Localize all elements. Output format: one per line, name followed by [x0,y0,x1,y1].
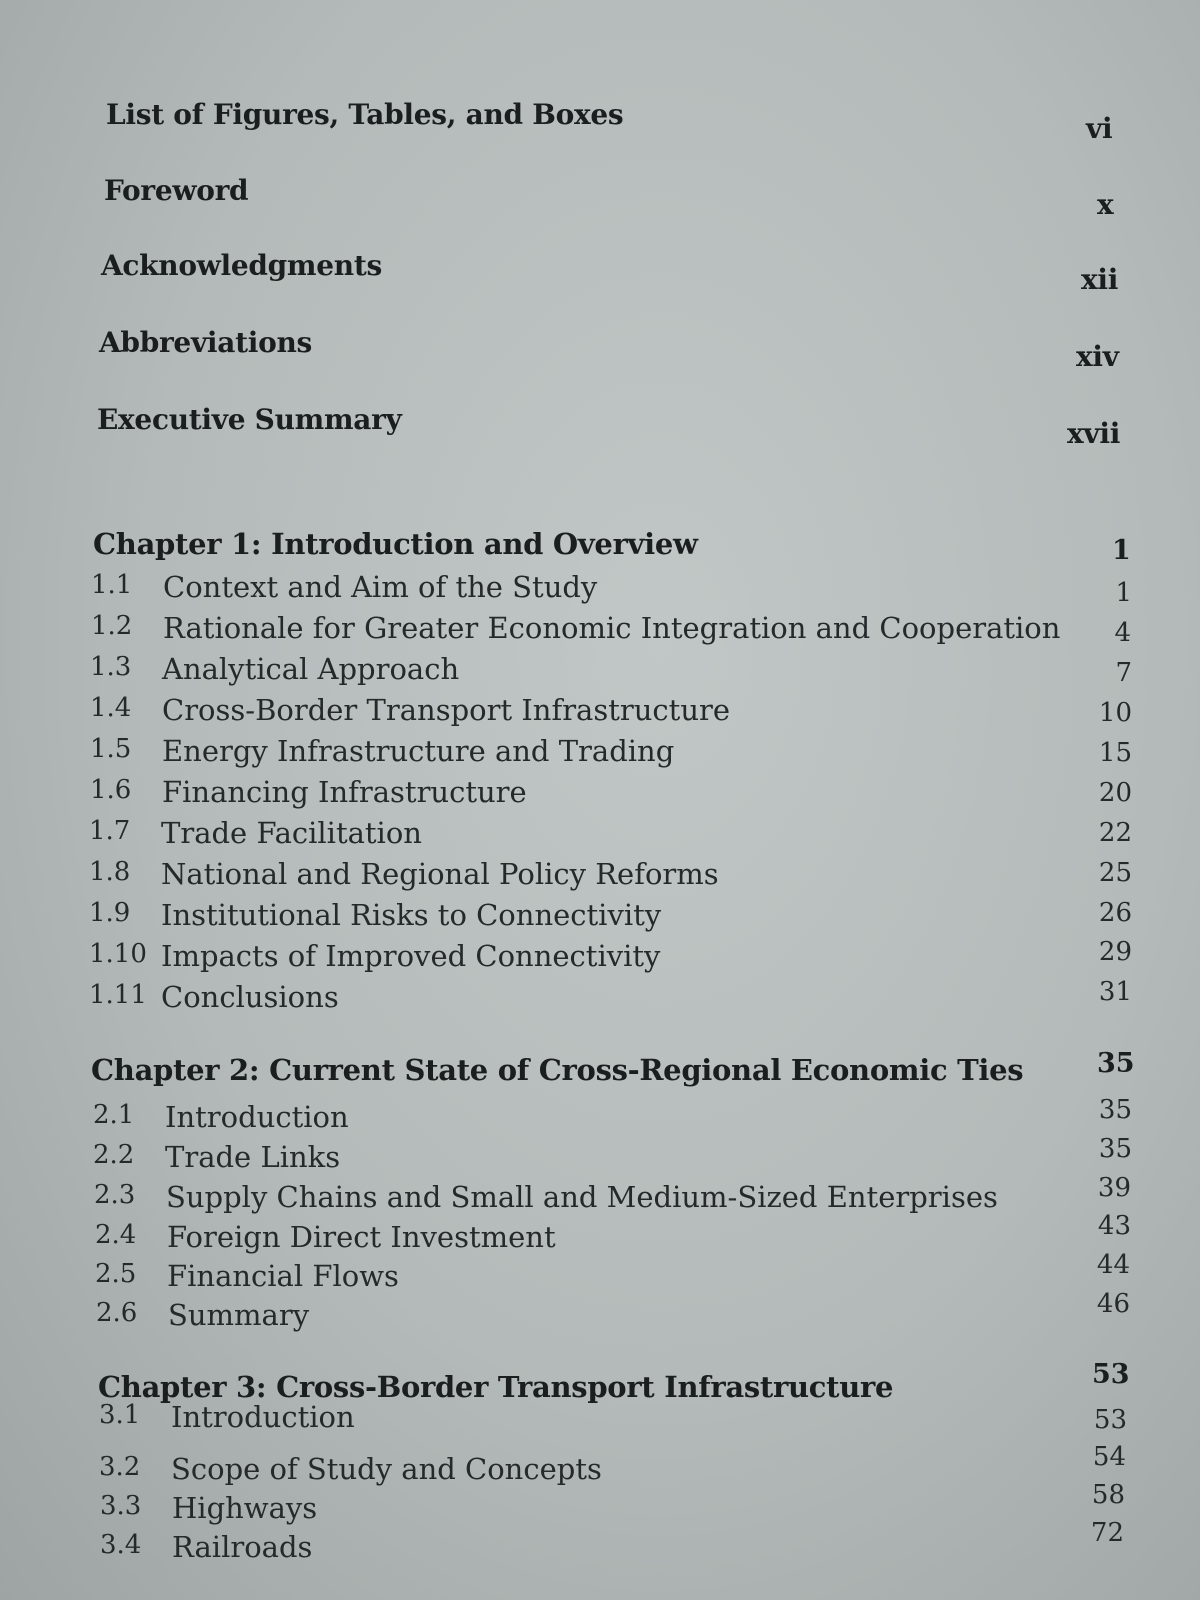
chapter-3-title[interactable]: Chapter 3: Cross-Border Transport Infrastructure [98,1370,894,1404]
section-title: Institutional Risks to Connectivity [161,898,662,932]
section-page: 54 [1092,1442,1126,1472]
section-title: Introduction [165,1100,349,1134]
section-title: Summary [168,1298,310,1332]
section-page: 15 [1098,738,1132,768]
section-number: 1.8 [89,857,131,887]
entry-page: x [1097,188,1114,221]
section-number: 2.5 [95,1259,137,1289]
section-page: 58 [1091,1480,1125,1510]
section-title: Cross-Border Transport Infrastructure [162,693,731,727]
section-title: Railroads [172,1530,313,1564]
entry-page: vi [1086,112,1113,145]
section-title: Financing Infrastructure [162,775,527,809]
section-title: Trade Links [165,1140,341,1174]
section-title: Impacts of Improved Connectivity [161,939,661,973]
section-title: Analytical Approach [162,652,460,686]
section-number: 1.7 [89,816,131,846]
entry-page: xvii [1067,417,1121,450]
chapter-2-title[interactable]: Chapter 2: Current State of Cross-Regional Economic Ties [91,1053,1024,1087]
section-number: 1.11 [89,980,147,1010]
section-title: Context and Aim of the Study [163,570,598,604]
section-number: 1.6 [90,775,132,805]
chapter-3-page: 53 [1092,1359,1130,1390]
section-title: Financial Flows [167,1259,399,1293]
section-title: Introduction [171,1400,355,1434]
section-number: 1.2 [91,611,133,641]
section-page: 1 [1115,578,1132,608]
section-number: 1.3 [90,652,132,682]
section-number: 1.1 [91,570,133,600]
section-page: 35 [1098,1095,1132,1125]
section-number: 3.4 [100,1530,142,1560]
section-title: Supply Chains and Small and Medium-Sized Enterprises [166,1180,998,1214]
section-page: 53 [1093,1405,1127,1435]
section-number: 2.3 [94,1180,136,1210]
section-number: 1.9 [89,898,131,928]
entry-title: Acknowledgments [101,249,382,282]
section-number: 2.4 [95,1220,137,1250]
chapter-1-page: 1 [1112,535,1131,566]
entry-title: Abbreviations [99,326,312,359]
section-page: 25 [1098,858,1132,888]
section-title: Conclusions [161,980,339,1014]
section-title: Highways [172,1491,318,1525]
section-page: 7 [1115,658,1132,688]
section-page: 46 [1096,1289,1130,1319]
section-number: 2.6 [96,1298,138,1328]
entry-title: Executive Summary [97,403,402,436]
entry-title: Foreword [104,174,249,207]
section-number: 1.10 [89,939,147,969]
section-number: 1.5 [90,734,132,764]
section-number: 2.1 [93,1100,135,1130]
section-number: 3.3 [100,1491,142,1521]
section-page: 31 [1098,977,1132,1007]
section-page: 43 [1097,1211,1131,1241]
section-page: 39 [1097,1173,1131,1203]
section-title: Rationale for Greater Economic Integration and Cooperation [163,611,1061,645]
section-title: Foreign Direct Investment [167,1220,556,1254]
section-title: Trade Facilitation [161,816,422,850]
entry-page: xiv [1076,340,1119,373]
section-number: 3.1 [99,1400,141,1430]
section-title: National and Regional Policy Reforms [161,857,719,891]
chapter-1-title[interactable]: Chapter 1: Introduction and Overview [93,527,698,561]
section-page: 44 [1096,1250,1130,1280]
entry-page: xii [1081,263,1119,296]
section-title: Scope of Study and Concepts [171,1452,602,1486]
section-page: 4 [1114,618,1131,648]
section-page: 26 [1098,898,1132,928]
section-page: 35 [1098,1134,1132,1164]
entry-title: List of Figures, Tables, and Boxes [106,98,624,131]
section-page: 72 [1090,1518,1124,1548]
chapter-2-page: 35 [1097,1048,1135,1079]
section-page: 20 [1098,778,1132,808]
section-number: 3.2 [99,1452,141,1482]
section-title: Energy Infrastructure and Trading [162,734,675,768]
section-number: 2.2 [93,1140,135,1170]
section-page: 10 [1098,698,1132,728]
section-page: 29 [1098,937,1132,967]
section-page: 22 [1098,818,1132,848]
section-number: 1.4 [90,693,132,723]
